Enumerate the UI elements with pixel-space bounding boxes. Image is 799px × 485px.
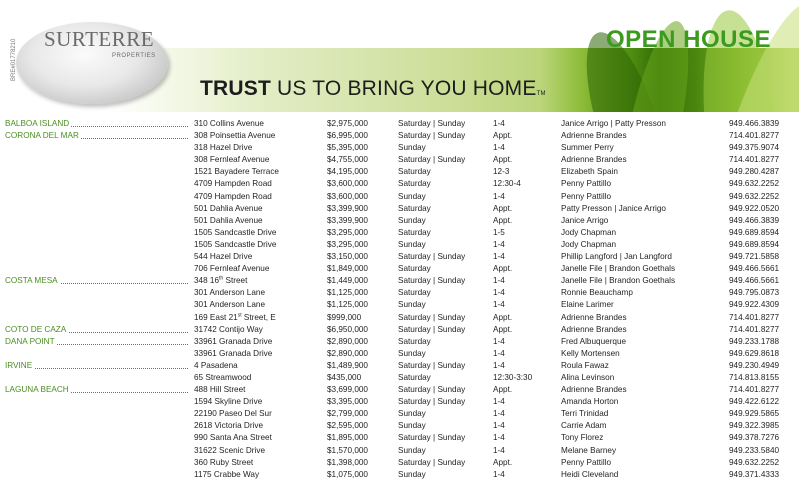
address bbox=[194, 408, 272, 420]
address-text: 1594 Skyline Drive bbox=[194, 397, 263, 407]
price: $3,395,000 bbox=[327, 397, 368, 407]
address-text: 1521 Bayadere Terrace bbox=[194, 167, 279, 177]
agent: Kelly Mortensen bbox=[561, 348, 620, 358]
agent: Adrienne Brandes bbox=[561, 312, 627, 322]
address bbox=[194, 420, 263, 432]
open-days: Saturday | Sunday bbox=[398, 324, 466, 334]
city-name: COTO DE CAZA bbox=[5, 324, 67, 334]
address bbox=[194, 227, 276, 239]
price: $5,395,000 bbox=[327, 143, 368, 153]
tagline-bold: TRUST bbox=[200, 77, 271, 100]
address bbox=[194, 166, 279, 178]
open-days: Sunday bbox=[398, 143, 426, 153]
open-days: Saturday | Sunday bbox=[398, 397, 466, 407]
open-time: 1-5 bbox=[493, 227, 505, 237]
address bbox=[194, 130, 275, 142]
open-days: Saturday bbox=[398, 288, 431, 298]
open-days: Saturday bbox=[398, 336, 431, 346]
listing-row bbox=[0, 408, 799, 420]
address-text: 31622 Scenic Drive bbox=[194, 445, 265, 455]
agent: Janelle File | Brandon Goethals bbox=[561, 276, 676, 286]
phone: 949.632.2252 bbox=[729, 457, 780, 467]
open-days: Sunday bbox=[398, 191, 426, 201]
listing-row bbox=[0, 372, 799, 384]
listing-row bbox=[0, 336, 799, 348]
open-time: 1-4 bbox=[493, 239, 505, 249]
phone: 949.280.4287 bbox=[729, 167, 780, 177]
address bbox=[194, 432, 272, 444]
agent: Ronnie Beauchamp bbox=[561, 288, 633, 298]
address-text: 1505 Sandcastle Drive bbox=[194, 239, 277, 249]
listing-row bbox=[0, 299, 799, 311]
brand-logo: SURTERRE bbox=[44, 27, 155, 51]
agent: Patty Presson | Janice Arrigo bbox=[561, 203, 666, 213]
open-days: Sunday bbox=[398, 300, 426, 310]
address-text: 360 Ruby Street bbox=[194, 457, 254, 467]
address bbox=[194, 312, 276, 324]
open-days: Sunday bbox=[398, 445, 426, 455]
ordinal-suffix: st bbox=[237, 311, 242, 318]
open-days: Saturday | Sunday bbox=[398, 119, 466, 128]
phone: 714.401.8277 bbox=[729, 385, 780, 395]
address-tail: Street, E bbox=[241, 312, 276, 322]
address bbox=[194, 360, 238, 372]
open-time: Appt. bbox=[493, 264, 513, 274]
tagline bbox=[200, 77, 546, 101]
address bbox=[194, 203, 263, 215]
open-days: Saturday | Sunday bbox=[398, 276, 466, 286]
open-time: 12:30-4 bbox=[493, 179, 521, 189]
phone: 949.230.4949 bbox=[729, 360, 780, 370]
address bbox=[194, 251, 252, 263]
address-text: 544 Hazel Drive bbox=[194, 252, 253, 262]
address bbox=[194, 457, 253, 469]
listing-row bbox=[0, 348, 799, 360]
price: $3,295,000 bbox=[327, 227, 368, 237]
price: $3,295,000 bbox=[327, 239, 368, 249]
listing-row bbox=[0, 118, 799, 130]
address-text: 348 16 bbox=[194, 276, 220, 286]
listing-row bbox=[0, 203, 799, 215]
phone: 714.401.8277 bbox=[729, 312, 780, 322]
address-text: 301 Anderson Lane bbox=[194, 300, 266, 310]
address bbox=[194, 299, 265, 311]
agent: Janice Arrigo | Patty Presson bbox=[561, 119, 666, 128]
phone: 949.721.5858 bbox=[729, 252, 780, 262]
price: $2,595,000 bbox=[327, 421, 368, 431]
open-time: 1-4 bbox=[493, 433, 505, 443]
price: $1,895,000 bbox=[327, 433, 368, 443]
agent: Penny Pattillo bbox=[561, 179, 612, 189]
listing-row bbox=[0, 396, 799, 408]
city-name: CORONA DEL MAR bbox=[5, 131, 79, 141]
listing-row bbox=[0, 469, 799, 481]
agent: Penny Pattillo bbox=[561, 457, 612, 467]
open-time: 12-3 bbox=[493, 167, 510, 177]
agent: Fred Albuquerque bbox=[561, 336, 627, 346]
address bbox=[194, 263, 269, 275]
open-time: Appt. bbox=[493, 215, 513, 225]
tagline-rest: US TO BRING YOU HOME bbox=[271, 77, 537, 100]
phone: 949.632.2252 bbox=[729, 191, 780, 201]
address-text: 308 Poinsettia Avenue bbox=[194, 131, 276, 141]
address bbox=[194, 372, 251, 384]
phone: 949.929.5865 bbox=[729, 409, 780, 419]
open-time: 1-4 bbox=[493, 445, 505, 455]
phone: 949.466.5661 bbox=[729, 264, 780, 274]
city-name: IRVINE bbox=[5, 360, 33, 370]
price: $2,799,000 bbox=[327, 409, 368, 419]
phone: 714.401.8277 bbox=[729, 155, 780, 165]
open-time: 1-4 bbox=[493, 119, 505, 128]
listing-row bbox=[0, 360, 799, 372]
listing-row bbox=[0, 227, 799, 239]
agent: Carrie Adam bbox=[561, 421, 607, 431]
price: $3,150,000 bbox=[327, 252, 368, 262]
address-text: 33961 Granada Drive bbox=[194, 336, 273, 346]
open-days: Saturday bbox=[398, 179, 431, 189]
phone: 714.401.8277 bbox=[729, 324, 780, 334]
city-label bbox=[5, 384, 192, 396]
open-time: 1-4 bbox=[493, 397, 505, 407]
listing-row bbox=[0, 142, 799, 154]
phone: 949.378.7276 bbox=[729, 433, 780, 443]
open-days: Saturday | Sunday bbox=[398, 252, 466, 262]
brand-sub: PROPERTIES bbox=[112, 53, 156, 59]
address-text: 4709 Hampden Road bbox=[194, 179, 272, 189]
open-time: Appt. bbox=[493, 203, 513, 213]
phone: 949.689.8594 bbox=[729, 239, 780, 249]
phone: 949.233.5840 bbox=[729, 445, 780, 455]
price: $2,890,000 bbox=[327, 348, 368, 358]
listing-row bbox=[0, 130, 799, 142]
open-days: Saturday | Sunday bbox=[398, 131, 466, 141]
agent: Summer Perry bbox=[561, 143, 614, 153]
price: $2,890,000 bbox=[327, 336, 368, 346]
open-days: Saturday | Sunday bbox=[398, 457, 466, 467]
address-text: 169 East 21 bbox=[194, 312, 238, 322]
agent: Penny Pattillo bbox=[561, 191, 612, 201]
listing-row bbox=[0, 166, 799, 178]
phone: 949.629.8618 bbox=[729, 348, 780, 358]
open-time: Appt. bbox=[493, 131, 513, 141]
listing-row bbox=[0, 239, 799, 251]
open-days: Saturday | Sunday bbox=[398, 385, 466, 395]
agent: Heidi Cleveland bbox=[561, 469, 619, 479]
phone: 949.371.4333 bbox=[729, 469, 780, 479]
listing-row bbox=[0, 215, 799, 227]
open-time: 1-4 bbox=[493, 336, 505, 346]
phone: 949.375.9074 bbox=[729, 143, 780, 153]
open-days: Sunday bbox=[398, 421, 426, 431]
phone: 949.466.5661 bbox=[729, 276, 780, 286]
open-days: Sunday bbox=[398, 409, 426, 419]
city-label bbox=[5, 130, 192, 142]
address-text: 318 Hazel Drive bbox=[194, 143, 253, 153]
city-name: DANA POINT bbox=[5, 336, 55, 346]
phone: 949.233.1788 bbox=[729, 336, 780, 346]
price: $1,075,000 bbox=[327, 469, 368, 479]
phone: 714.401.8277 bbox=[729, 131, 780, 141]
listing-row bbox=[0, 178, 799, 190]
open-days: Saturday | Sunday bbox=[398, 312, 466, 322]
open-time: 1-4 bbox=[493, 421, 505, 431]
agent: Adrienne Brandes bbox=[561, 155, 627, 165]
address-text: 488 Hill Street bbox=[194, 385, 246, 395]
listings-table bbox=[0, 118, 799, 481]
city-label bbox=[5, 324, 192, 336]
open-days: Saturday bbox=[398, 264, 431, 274]
open-time: 12:30-3:30 bbox=[493, 372, 533, 382]
listing-row bbox=[0, 445, 799, 457]
open-time: 1-4 bbox=[493, 300, 505, 310]
agent: Amanda Horton bbox=[561, 397, 619, 407]
agent: Melane Barney bbox=[561, 445, 617, 455]
listing-row bbox=[0, 263, 799, 275]
address-text: 501 Dahlia Avenue bbox=[194, 203, 263, 213]
city-label bbox=[5, 360, 192, 372]
listing-row bbox=[0, 275, 799, 287]
agent: Adrienne Brandes bbox=[561, 324, 627, 334]
open-days: Saturday | Sunday bbox=[398, 155, 466, 165]
open-days: Sunday bbox=[398, 469, 426, 479]
open-days: Saturday bbox=[398, 227, 431, 237]
address bbox=[194, 396, 262, 408]
price: $3,399,900 bbox=[327, 215, 368, 225]
agent: Adrienne Brandes bbox=[561, 131, 627, 141]
phone: 714.813.8155 bbox=[729, 372, 780, 382]
open-time: 1-4 bbox=[493, 252, 505, 262]
agent: Janice Arrigo bbox=[561, 215, 609, 225]
agent: Tony Florez bbox=[561, 433, 604, 443]
agent: Terri Trinidad bbox=[561, 409, 609, 419]
listing-row bbox=[0, 324, 799, 336]
phone: 949.632.2252 bbox=[729, 179, 780, 189]
address-text: 65 Streamwood bbox=[194, 372, 252, 382]
open-time: Appt. bbox=[493, 385, 513, 395]
address-text: 706 Fernleaf Avenue bbox=[194, 264, 270, 274]
trademark: TM bbox=[536, 91, 546, 97]
price: $6,995,000 bbox=[327, 131, 368, 141]
address-text: 501 Dahlia Avenue bbox=[194, 215, 263, 225]
agent: Jody Chapman bbox=[561, 239, 617, 249]
open-time: 1-4 bbox=[493, 191, 505, 201]
listing-row bbox=[0, 251, 799, 263]
address bbox=[194, 287, 265, 299]
address bbox=[194, 348, 272, 360]
phone: 949.466.3839 bbox=[729, 119, 780, 128]
address bbox=[194, 324, 263, 336]
city-label bbox=[5, 275, 192, 287]
address bbox=[194, 191, 272, 203]
price: $1,449,000 bbox=[327, 276, 368, 286]
open-time: Appt. bbox=[493, 155, 513, 165]
listing-row bbox=[0, 287, 799, 299]
phone: 949.795.0873 bbox=[729, 288, 780, 298]
open-days: Saturday | Sunday bbox=[398, 360, 466, 370]
address-text: 310 Collins Avenue bbox=[194, 119, 264, 128]
address bbox=[194, 336, 272, 348]
open-time: Appt. bbox=[493, 312, 513, 322]
address-tail: Street bbox=[223, 276, 248, 286]
agent: Janelle File | Brandon Goethals bbox=[561, 264, 676, 274]
city-name: COSTA MESA bbox=[5, 276, 58, 286]
address bbox=[194, 118, 264, 130]
open-days: Sunday bbox=[398, 239, 426, 249]
city-label bbox=[5, 336, 192, 348]
address bbox=[194, 215, 263, 227]
ordinal-suffix: th bbox=[219, 275, 224, 282]
listing-row bbox=[0, 154, 799, 166]
price: $1,570,000 bbox=[327, 445, 368, 455]
open-time: 1-4 bbox=[493, 409, 505, 419]
address-text: 301 Anderson Lane bbox=[194, 288, 266, 298]
price: $1,125,000 bbox=[327, 288, 368, 298]
agent: Elizabeth Spain bbox=[561, 167, 618, 177]
open-time: 1-4 bbox=[493, 288, 505, 298]
price: $3,600,000 bbox=[327, 191, 368, 201]
address-text: 1175 Crabbe Way bbox=[194, 469, 260, 479]
phone: 949.922.4309 bbox=[729, 300, 780, 310]
address-text: 33961 Granada Drive bbox=[194, 348, 273, 358]
address bbox=[194, 154, 269, 166]
price: $3,600,000 bbox=[327, 179, 368, 189]
address bbox=[194, 239, 276, 251]
listing-row bbox=[0, 457, 799, 469]
open-days: Saturday bbox=[398, 372, 431, 382]
open-days: Sunday bbox=[398, 348, 426, 358]
address-text: 2618 Victoria Drive bbox=[194, 421, 264, 431]
price: $6,950,000 bbox=[327, 324, 368, 334]
address bbox=[194, 142, 252, 154]
open-time: Appt. bbox=[493, 457, 513, 467]
open-days: Sunday bbox=[398, 215, 426, 225]
open-time: 1-4 bbox=[493, 469, 505, 479]
page-title: OPEN HOUSE bbox=[606, 26, 772, 53]
address bbox=[194, 178, 272, 190]
license-code: BRE#01778210 bbox=[11, 38, 17, 81]
address bbox=[194, 445, 265, 457]
price: $1,849,000 bbox=[327, 264, 368, 274]
open-days: Saturday | Sunday bbox=[398, 433, 466, 443]
agent: Elaine Larimer bbox=[561, 300, 614, 310]
price: $2,975,000 bbox=[327, 119, 368, 128]
address-text: 1505 Sandcastle Drive bbox=[194, 227, 277, 237]
address-text: 4709 Hampden Road bbox=[194, 191, 272, 201]
price: $3,399,900 bbox=[327, 203, 368, 213]
price: $1,489,900 bbox=[327, 360, 368, 370]
listing-row bbox=[0, 312, 799, 324]
listing-row bbox=[0, 432, 799, 444]
phone: 949.466.3839 bbox=[729, 215, 780, 225]
agent: Phillip Langford | Jan Langford bbox=[561, 252, 672, 262]
open-time: 1-4 bbox=[493, 360, 505, 370]
price: $4,755,000 bbox=[327, 155, 368, 165]
open-time: 1-4 bbox=[493, 143, 505, 153]
address-text: 22190 Paseo Del Sur bbox=[194, 409, 272, 419]
price: $1,398,000 bbox=[327, 457, 368, 467]
price: $435,000 bbox=[327, 372, 362, 382]
header-banner bbox=[0, 0, 799, 112]
agent: Jody Chapman bbox=[561, 227, 617, 237]
phone: 949.422.6122 bbox=[729, 397, 780, 407]
address-text: 990 Santa Ana Street bbox=[194, 433, 272, 443]
phone: 949.322.3985 bbox=[729, 421, 780, 431]
price: $3,699,000 bbox=[327, 385, 368, 395]
phone: 949.922.0520 bbox=[729, 203, 780, 213]
open-time: 1-4 bbox=[493, 276, 505, 286]
price: $4,195,000 bbox=[327, 167, 368, 177]
address bbox=[194, 384, 245, 396]
city-name: BALBOA ISLAND bbox=[5, 119, 70, 128]
agent: Roula Fawaz bbox=[561, 360, 609, 370]
city-label bbox=[5, 118, 192, 130]
open-days: Saturday bbox=[398, 167, 431, 177]
listing-row bbox=[0, 384, 799, 396]
price: $1,125,000 bbox=[327, 300, 368, 310]
phone: 949.689.8594 bbox=[729, 227, 780, 237]
address-text: 4 Pasadena bbox=[194, 360, 238, 370]
open-time: Appt. bbox=[493, 324, 513, 334]
listing-row bbox=[0, 420, 799, 432]
open-days: Saturday bbox=[398, 203, 431, 213]
listing-row bbox=[0, 191, 799, 203]
address bbox=[194, 275, 247, 287]
city-name: LAGUNA BEACH bbox=[5, 385, 69, 395]
open-time: 1-4 bbox=[493, 348, 505, 358]
agent: Adrienne Brandes bbox=[561, 385, 627, 395]
address-text: 308 Fernleaf Avenue bbox=[194, 155, 270, 165]
agent: Alina Levinson bbox=[561, 372, 615, 382]
address-text: 31742 Contijo Way bbox=[194, 324, 263, 334]
price: $999,000 bbox=[327, 312, 362, 322]
address bbox=[194, 469, 259, 481]
